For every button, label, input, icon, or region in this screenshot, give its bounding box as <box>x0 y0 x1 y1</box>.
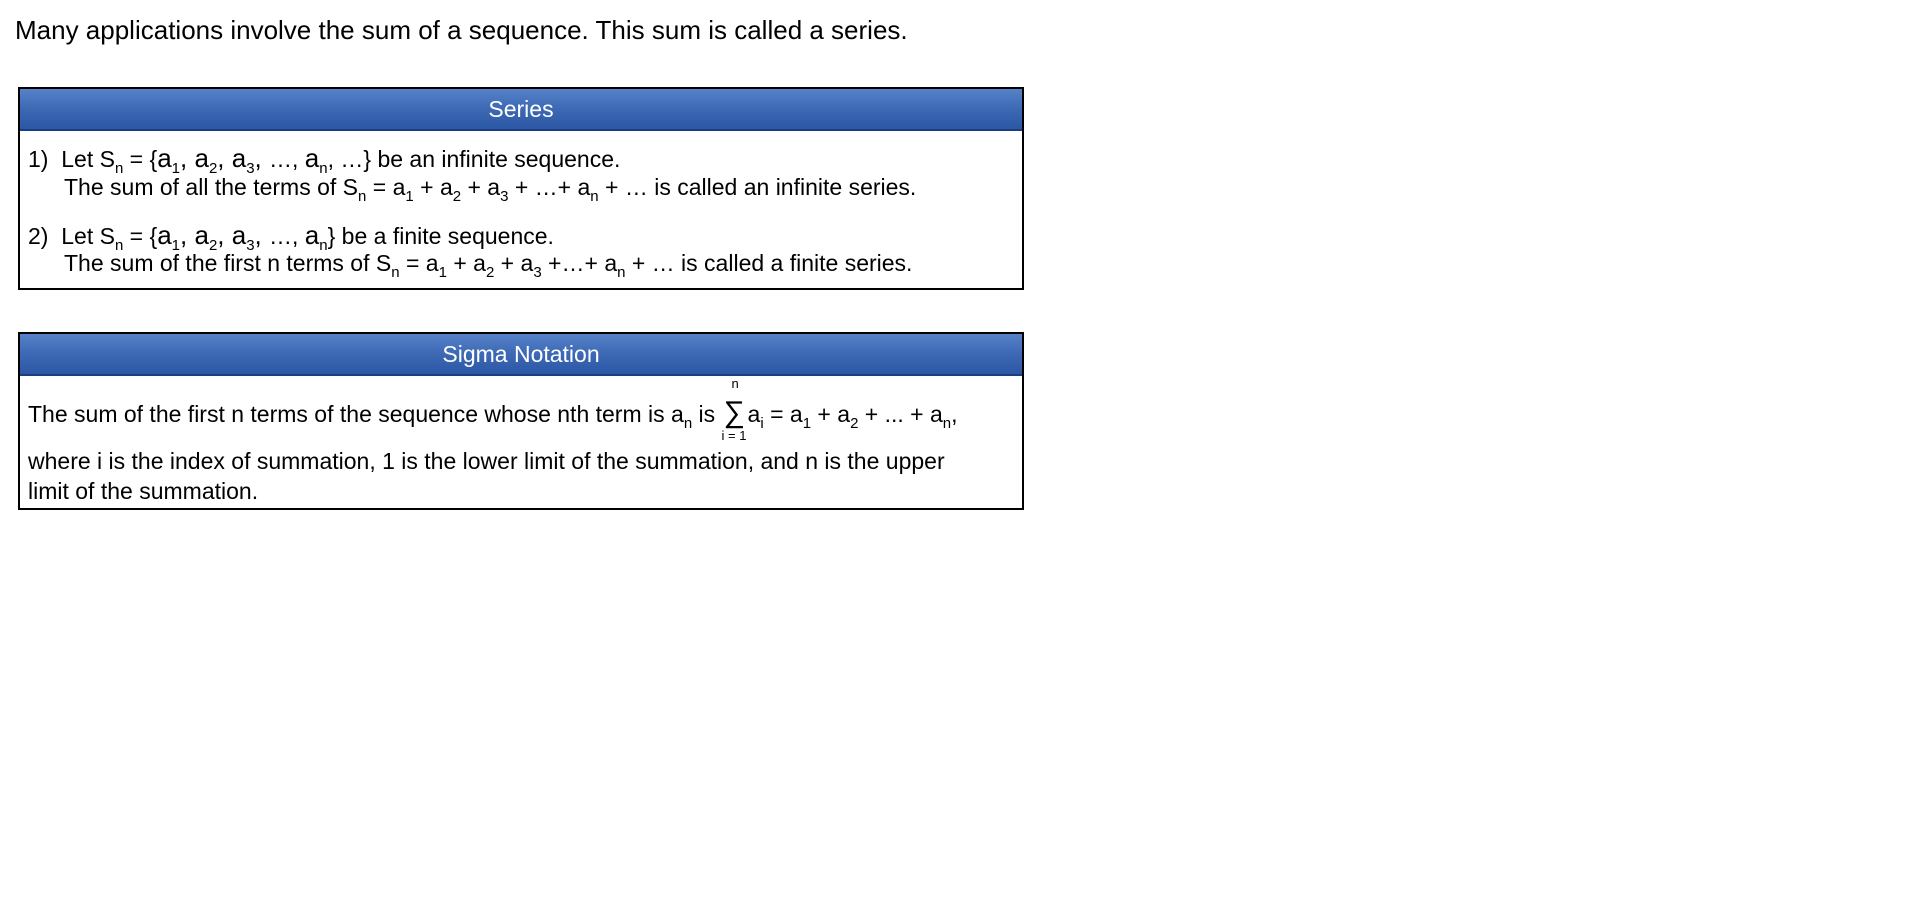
sigma-notation-box <box>18 332 1024 510</box>
series-item-2-definition: 2) Let $S_n = \{a_1$, $a_2$, $a_3$, …, $a_n$} be a finite sequence. <box>28 220 554 254</box>
sigma-notation-header: Sigma Notation <box>20 334 1022 376</box>
sigma-definition-line: The sum of the first n terms of the sequence whose nth term is $a_n$ is n ∑ i = 1 $a_i = a_1 + a_2$ + ... + $a_n$, <box>28 376 958 443</box>
sigma-explanation-line-1: where i is the index of summation, 1 is the lower limit of the summation, and n is the upper <box>28 448 945 474</box>
sigma-explanation-line-2: limit of the summation. <box>28 478 259 504</box>
series-item-2-sum: The sum of the first n terms of $S_n = a_1 + a_2 + a_3$ +…+ $a_n$ + … is called a finite series. <box>64 250 913 281</box>
series-header: Series <box>20 89 1022 131</box>
series-item-1-sum: The sum of all the terms of $S_n = a_1 + a_2 + a_3$ + …+ $a_n$ + … is called an infinite series. <box>64 174 917 205</box>
intro-text: Many applications involve the sum of a sequence. This sum is called a series. <box>15 15 908 45</box>
series-box <box>18 87 1024 290</box>
sigma-symbol: n ∑ i = 1 <box>721 376 747 443</box>
series-item-1-definition: 1) Let $S_n = \{a_1$, $a_2$, $a_3$, …, $a_n$, …} be an infinite sequence. <box>28 143 621 177</box>
